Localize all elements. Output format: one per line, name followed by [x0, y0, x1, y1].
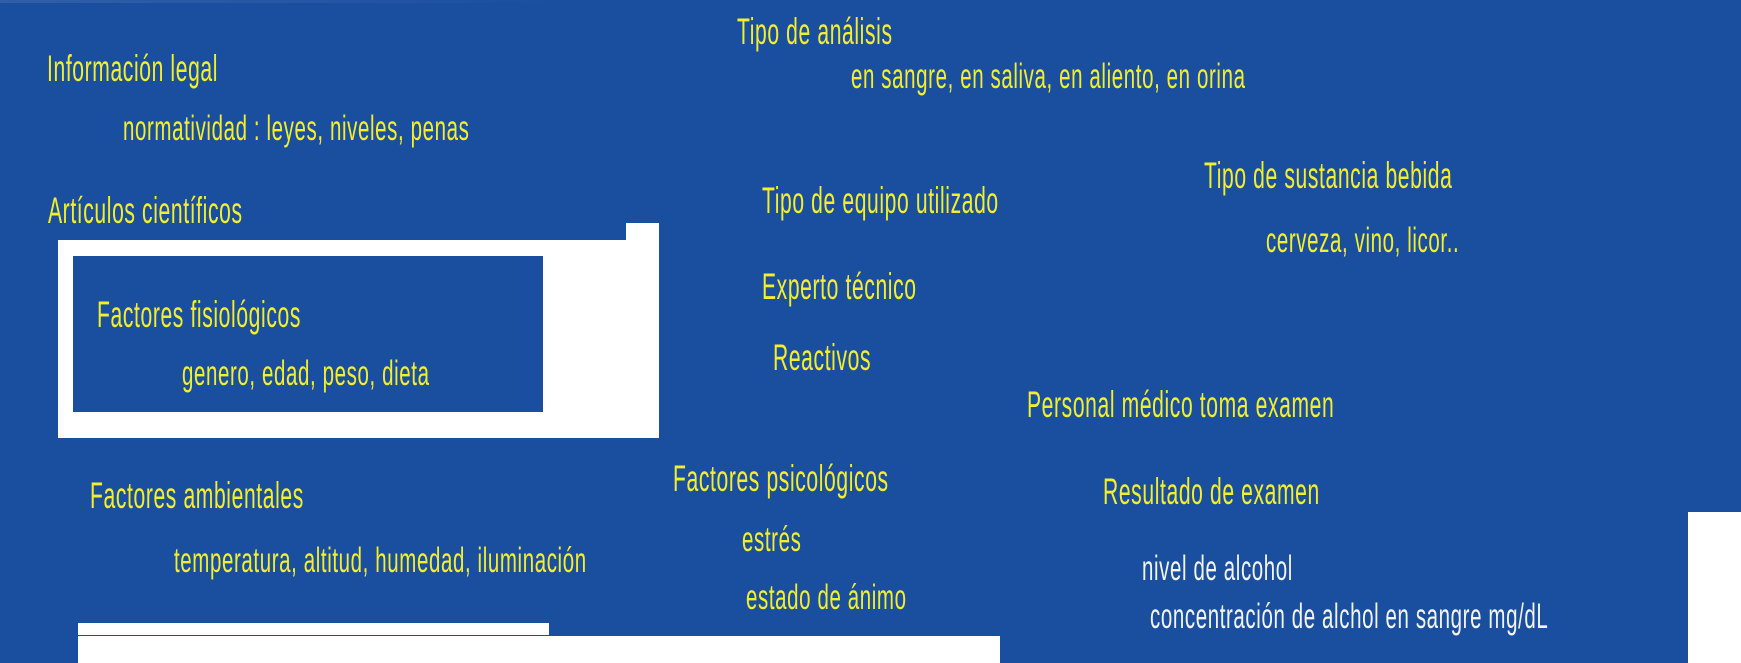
tipo-de-equipo-heading: Tipo de equipo utilizado — [762, 180, 999, 222]
factores-psicologicos-detail-2: estado de ánimo — [746, 576, 907, 617]
tipo-de-analisis-heading: Tipo de análisis — [737, 11, 893, 53]
factores-ambientales-heading: Factores ambientales — [90, 475, 304, 517]
factores-psicologicos-heading: Factores psicológicos — [673, 458, 889, 500]
experto-tecnico-heading: Experto técnico — [762, 266, 917, 308]
informacion-legal-heading: Información legal — [47, 48, 219, 90]
informacion-legal-detail: normatividad : leyes, niveles, penas — [123, 107, 470, 148]
reactivos-heading: Reactivos — [773, 337, 872, 379]
resultado-de-examen-detail-1: nivel de alcohol — [1142, 547, 1293, 588]
factores-fisiologicos-heading: Factores fisiológicos — [97, 294, 301, 336]
resultado-de-examen-heading: Resultado de examen — [1103, 471, 1320, 513]
tipo-de-sustancia-heading: Tipo de sustancia bebida — [1204, 155, 1453, 197]
factores-ambientales-detail: temperatura, altitud, humedad, iluminación — [174, 539, 587, 580]
white-panel-left-tab — [626, 223, 659, 243]
factores-psicologicos-detail-1: estrés — [742, 518, 802, 559]
white-strip-bottom — [78, 636, 1000, 663]
white-strip-bottom-left — [78, 623, 549, 635]
resultado-de-examen-detail-2: concentración de alchol en sangre mg/dL — [1150, 595, 1549, 636]
top-edge-streak — [0, 0, 560, 3]
articulos-cientificos-heading: Artículos científicos — [48, 190, 243, 232]
white-block-right — [1688, 512, 1741, 663]
personal-medico-heading: Personal médico toma examen — [1027, 384, 1335, 426]
tipo-de-sustancia-detail: cerveza, vino, licor.. — [1266, 219, 1460, 260]
factores-fisiologicos-detail: genero, edad, peso, dieta — [182, 352, 430, 393]
tipo-de-analisis-detail: en sangre, en saliva, en aliento, en orina — [851, 55, 1246, 96]
